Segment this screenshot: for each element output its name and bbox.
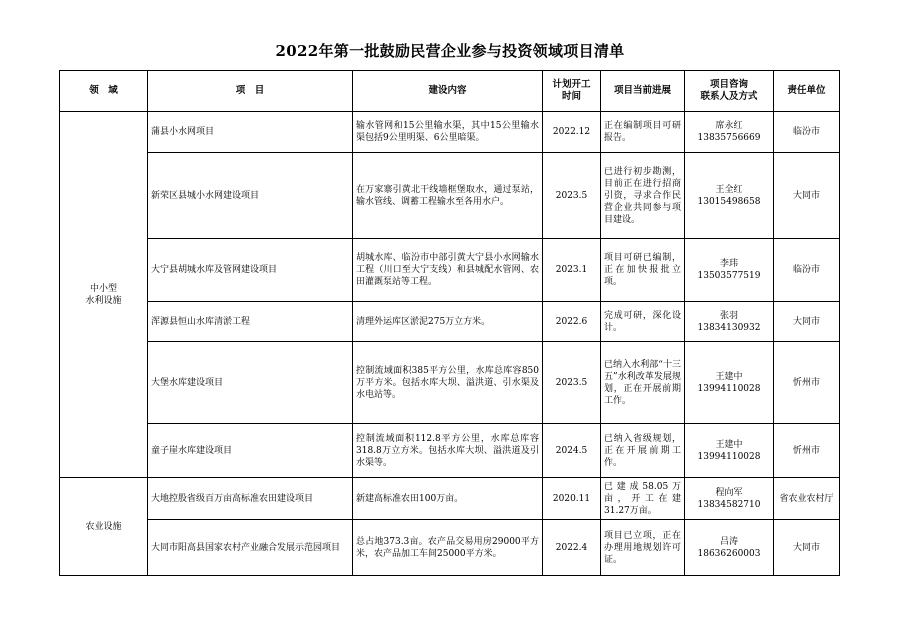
header-contact [685,71,774,112]
table-row [60,424,840,478]
header-contact-line1: 项目咨询 [709,79,748,90]
contact-cell [685,424,774,478]
contact-phone: 13015498658 [697,196,761,207]
start-time: 2023.5 [543,342,601,424]
project-progress: 已进行初步勘测，目前正在进行招商引资，寻求合作民营企业共同参与项目建设。 [601,153,685,239]
table-row [60,342,840,424]
field-cell-water [60,112,148,478]
start-time: 2022.4 [543,520,601,576]
responsible-unit: 大同市 [774,153,840,239]
project-name: 大同市阳高县国家农村产业融合发展示范园项目 [148,520,353,576]
responsible-unit: 临汾市 [774,112,840,153]
start-time: 2022.12 [543,112,601,153]
start-time: 2023.5 [543,153,601,239]
start-time: 2022.6 [543,302,601,342]
contact-cell [685,342,774,424]
project-name: 新荣区县城小水网建设项目 [148,153,353,239]
document-title: 2022年第一批鼓励民营企业参与投资领域项目清单 [275,42,625,60]
contact-name: 王全红 [715,184,743,195]
responsible-unit: 忻州市 [774,342,840,424]
table-row [60,239,840,302]
contact-cell [685,112,774,153]
table-row [60,520,840,576]
contact-cell [685,239,774,302]
contact-phone: 13503577519 [697,271,761,281]
project-name: 蒲县小水网项目 [148,112,353,153]
project-content: 输水管网和15公里输水渠，其中15公里输水渠包括9公里明渠、6公里暗渠。 [353,112,543,153]
project-content: 清理外运库区淤泥275万立方米。 [353,302,543,342]
project-content: 总占地373.3亩。农产品交易用房29000平方米，农产品加工车间25000平方米。 [353,520,543,576]
field-label-line1: 中小型 [89,283,117,294]
project-table [59,70,840,576]
start-time: 2023.1 [543,239,601,302]
contact-cell [685,302,774,342]
contact-name: 张羽 [719,310,738,321]
responsible-unit: 大同市 [774,520,840,576]
contact-phone: 18636260003 [697,548,761,559]
project-name: 童子崖水库建设项目 [148,424,353,478]
table-row [60,112,840,153]
responsible-unit: 忻州市 [774,424,840,478]
responsible-unit: 临汾市 [774,239,840,302]
project-content: 在万家寨引黄北干线墙框堡取水，通过泵站，输水管线、调蓄工程输水至各用水户。 [353,153,543,239]
responsible-unit: 大同市 [774,302,840,342]
project-name: 大堡水库建设项目 [148,342,353,424]
project-progress: 完成可研，深化设计。 [601,302,685,342]
project-progress: 正在编制项目可研报告。 [601,112,685,153]
project-progress: 已纳入省级规划，正在开展前期工作。 [601,424,685,478]
table-row [60,153,840,239]
table-row [60,478,840,520]
project-content: 控制流域面积385平方公里，水库总库容850万平方米。包括水库大坝、溢洪道、引水渠及水电站等。 [353,342,543,424]
header-start-line2: 时间 [561,91,581,102]
contact-name: 吕涛 [719,536,738,547]
header-contact-line2: 联系人及方式 [700,91,758,102]
contact-phone: 13834130932 [697,322,761,333]
contact-phone: 13994110028 [697,451,761,462]
table-row [60,302,840,342]
project-progress: 已建成58.05万亩，开工在建31.27万亩。 [601,478,685,520]
contact-cell [685,478,774,520]
project-content: 控制流域面积112.8平方公里，水库总库容318.8万立方米。包括水库大坝、溢洪道及引水渠等。 [353,424,543,478]
contact-cell [685,153,774,239]
contact-cell [685,520,774,576]
contact-phone: 13994110028 [697,383,761,394]
project-name: 大宁县胡城水库及管网建设项目 [148,239,353,302]
responsible-unit: 省农业农村厅 [774,478,840,520]
project-name: 大地控股省级百万亩高标准农田建设项目 [148,478,353,520]
contact-name: 王建中 [715,371,743,382]
field-label-line2: 水利设施 [85,295,122,306]
project-name: 浑源县恒山水库清淤工程 [148,302,353,342]
contact-name: 王建中 [715,439,743,450]
project-content: 胡城水库、临汾市中部引黄大宁县小水网输水工程（川口至大宁支线）和县城配水管网、农田灌溉泵站等工程。 [353,239,543,302]
header-row [60,71,840,112]
project-content: 新建高标准农田100万亩。 [353,478,543,520]
contact-phone: 13835756669 [697,133,761,143]
field-cell-agriculture [60,478,148,576]
field-label-line1: 农业设施 [85,521,122,532]
project-progress: 项目可研已编制，正在加快报批立项。 [601,239,685,302]
contact-phone: 13834582710 [697,499,761,510]
header-unit: 责任单位 [774,71,840,112]
start-time: 2024.5 [543,424,601,478]
header-project: 项 目 [148,71,353,112]
header-progress: 项目当前进展 [601,71,685,112]
contact-name: 程向军 [715,487,743,498]
header-start-line1: 计划开工 [552,79,591,90]
header-field: 领 域 [60,71,148,112]
header-content: 建设内容 [353,71,543,112]
contact-name: 席永红 [715,121,743,131]
contact-name: 李玮 [719,259,738,269]
start-time: 2020.11 [543,478,601,520]
header-start-time [543,71,601,112]
project-progress: 项目已立项，正在办理用地规划许可证。 [601,520,685,576]
project-progress: 已纳入水利部“十三五”水利改革发展规划，正在开展前期工作。 [601,342,685,424]
